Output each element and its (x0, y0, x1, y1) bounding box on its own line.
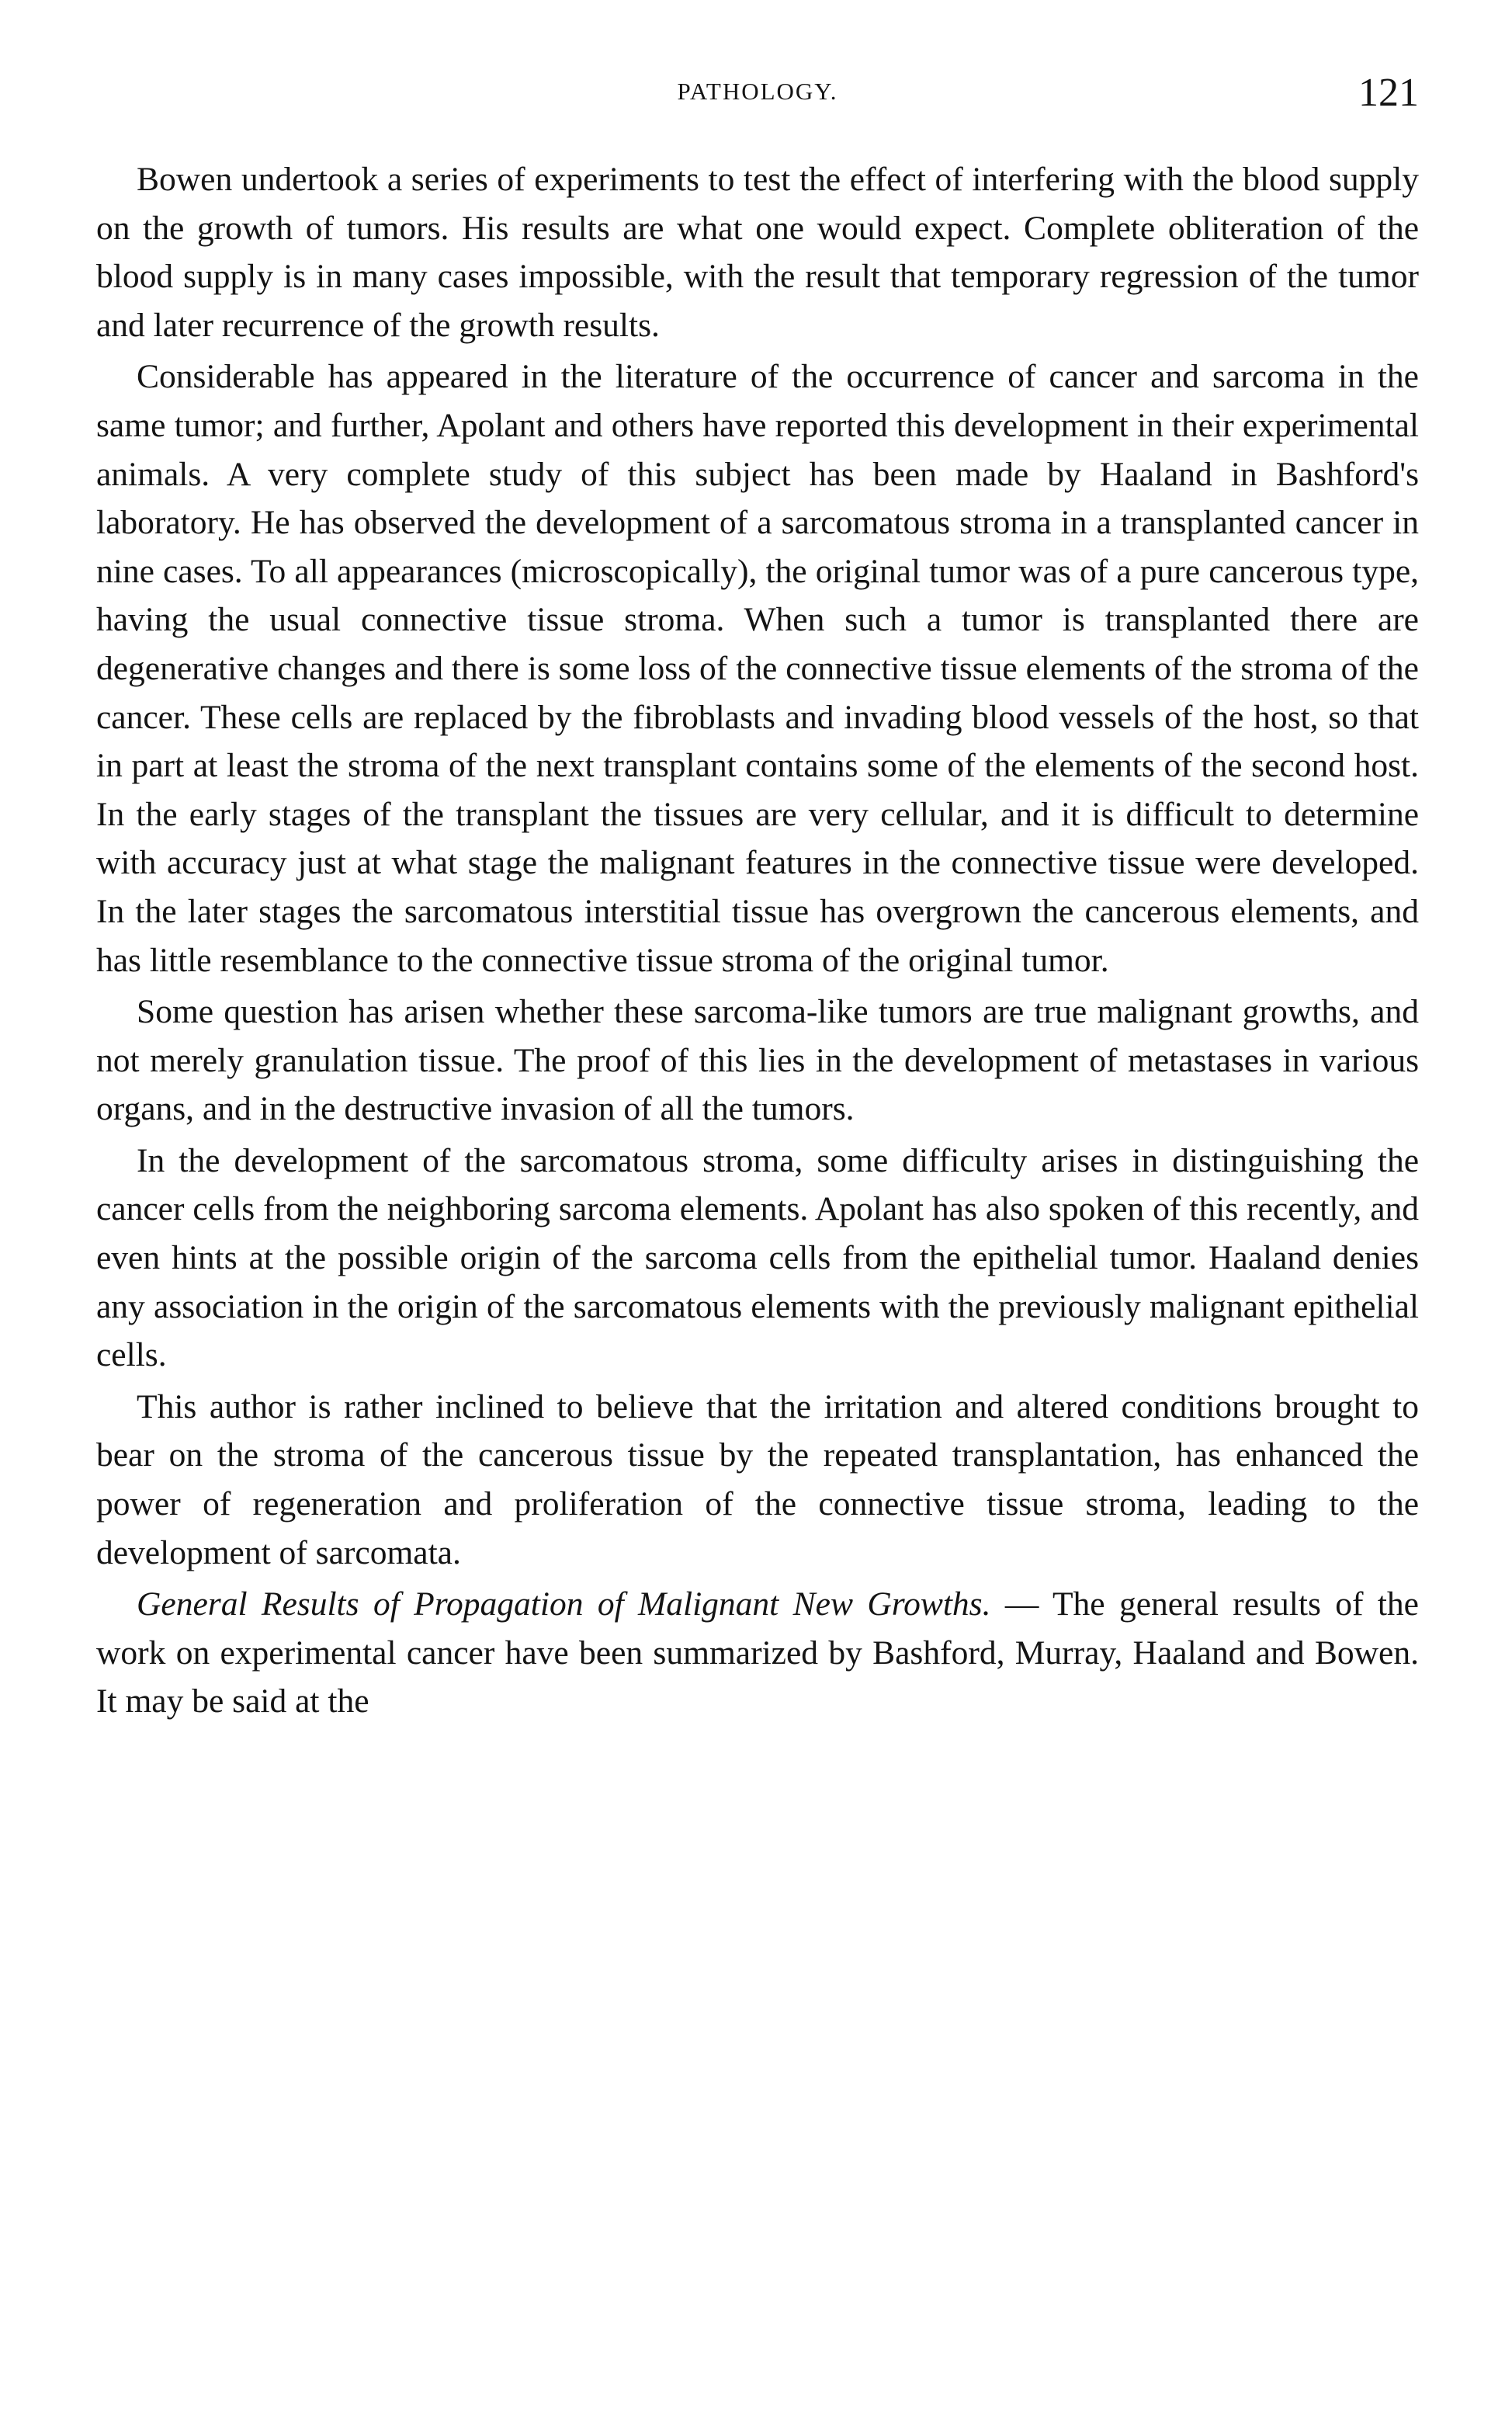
paragraph-irritation-theory: This author is rather inclined to believe that the irritation and altered conditions brought to bear on the stroma of the cancerous tissue by the repeated transplantation, has enhanced the power of regeneration and proliferation of the connective tissue stroma, leading to the development of sarcomata. (96, 1387, 1419, 1571)
running-head (96, 71, 1419, 129)
paragraph-sarcoma-like-tumors: Some question has arisen whether these sarcoma-like tumors are true malignant growths, and not merely granulation tissue. The proof of this lies in the development of metastases in various organs, and in the destructive invasion of all the tumors. (96, 993, 1419, 1128)
body-text (96, 155, 1419, 1729)
paragraph-sarcomatous-stroma: In the development of the sarcomatous stroma, some difficulty arises in distinguishing the cancer cells from the neighboring sarcoma elements. Apolant has also spoken of this recently, and even hints at the possible origin of the sarcoma cells from the epithelial tumor. Haaland denies any association in the origin of the sarcomatous elements with the previously malignant epithelial cells. (96, 1141, 1419, 1374)
paragraph-bowen-experiments: Bowen undertook a series of experiments to test the effect of interfering with the blood supply on the growth of tumors. His results are what one would expect. Complete obliteration of the blood supply is in many cases impossible, with the result that temporary regression of the tumor and later recurrence of the growth results. (96, 161, 1419, 344)
paragraph-general-results (96, 1580, 1419, 1726)
section-text: — The general results of the work on experimental cancer have been summarized by Bashford, Murray, Haaland and Bowen. It may be said at the (96, 1585, 1419, 1720)
section-title: General Results of Propagation of Malignant New Growths. (137, 1585, 991, 1623)
page-number: 121 (1358, 71, 1419, 115)
running-title: PATHOLOGY. (677, 78, 838, 105)
paragraph-cancer-and-sarcoma: Considerable has appeared in the literature of the occurrence of cancer and sarcoma in the same tumor; and further, Apolant and others have reported this development in their experimental animals. A very complete study of this subject has been made by Haaland in Bashford's laboratory. He has observed the development of a sarcomatous stroma in a transplanted cancer in nine cases. To all appearances (microscopically), the original tumor was of a pure cancerous type, having the usual connective tissue stroma. When such a tumor is transplanted there are degenerative changes and there is some loss of the connective tissue elements of the stroma of the cancer. These cells are replaced by the fibroblasts and invading blood vessels of the host, so that in part at least the stroma of the next transplant contains some of the elements of the second host. In the early stages of the transplant the tissues are very cellular, and it is difficult to determine with accuracy just at what stage the malignant features in the connective tissue were developed. In the later stages the sarcomatous interstitial tissue has overgrown the cancerous elements, and has little resemblance to the connective tissue stroma of the original tumor. (96, 358, 1419, 979)
